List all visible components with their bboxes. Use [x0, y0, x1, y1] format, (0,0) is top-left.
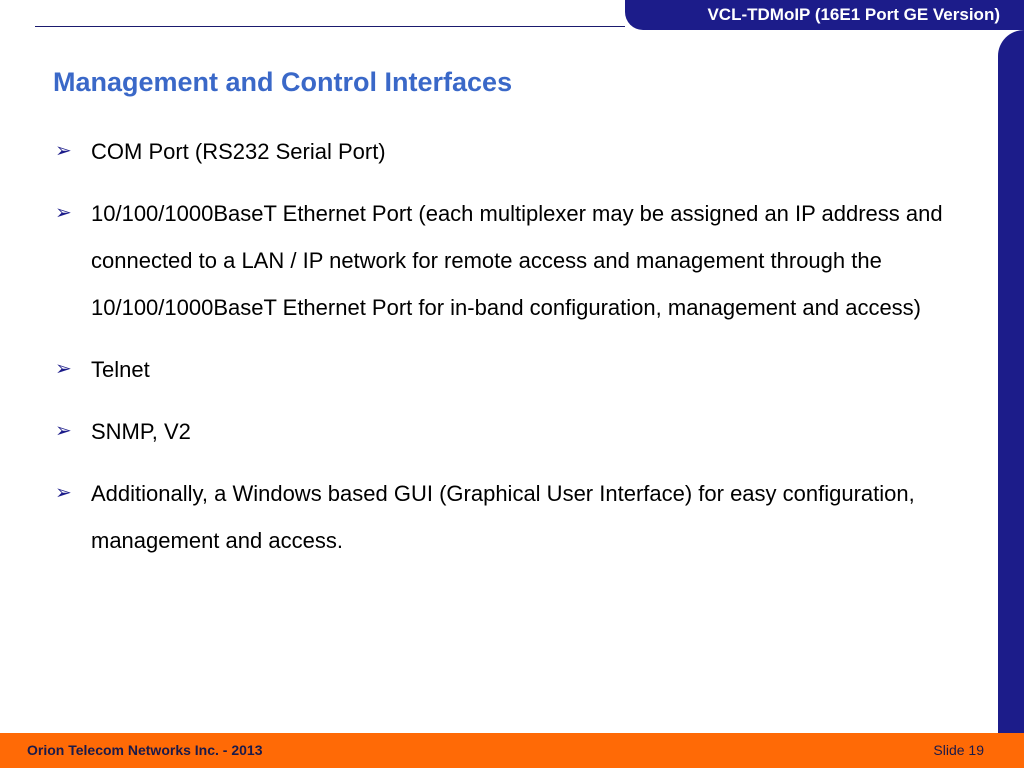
bullet-text: SNMP, V2	[91, 419, 191, 444]
arrow-bullet-icon: ➢	[55, 202, 72, 224]
bullet-item	[55, 408, 955, 455]
bullet-text: Additionally, a Windows based GUI (Graphical User Interface) for easy configuration, management and access.	[91, 481, 915, 553]
bullet-item	[55, 346, 955, 393]
arrow-bullet-icon: ➢	[55, 358, 72, 380]
slide-title: Management and Control Interfaces	[53, 67, 513, 97]
bullet-item	[55, 128, 955, 175]
top-divider-line	[35, 26, 625, 27]
bullet-text: COM Port (RS232 Serial Port)	[91, 139, 386, 164]
arrow-bullet-icon: ➢	[55, 140, 72, 162]
footer-organization: Orion Telecom Networks Inc. - 2013	[27, 742, 263, 758]
bullet-text: 10/100/1000BaseT Ethernet Port (each multiplexer may be assigned an IP address and connected to a LAN / IP network for remote access and management through the 10/100/1000BaseT Ethernet Port for in-band configuration, management and access)	[91, 201, 943, 320]
header-title: VCL-TDMoIP (16E1 Port GE Version)	[707, 5, 1000, 24]
bullet-item	[55, 470, 955, 564]
bullet-list	[55, 128, 955, 579]
footer-bar	[0, 733, 1024, 768]
bullet-item	[55, 190, 955, 331]
arrow-bullet-icon: ➢	[55, 420, 72, 442]
right-side-bar	[998, 30, 1024, 733]
arrow-bullet-icon: ➢	[55, 482, 72, 504]
header-banner	[625, 0, 1024, 30]
slide-number: Slide 19	[933, 742, 984, 758]
bullet-text: Telnet	[91, 357, 150, 382]
